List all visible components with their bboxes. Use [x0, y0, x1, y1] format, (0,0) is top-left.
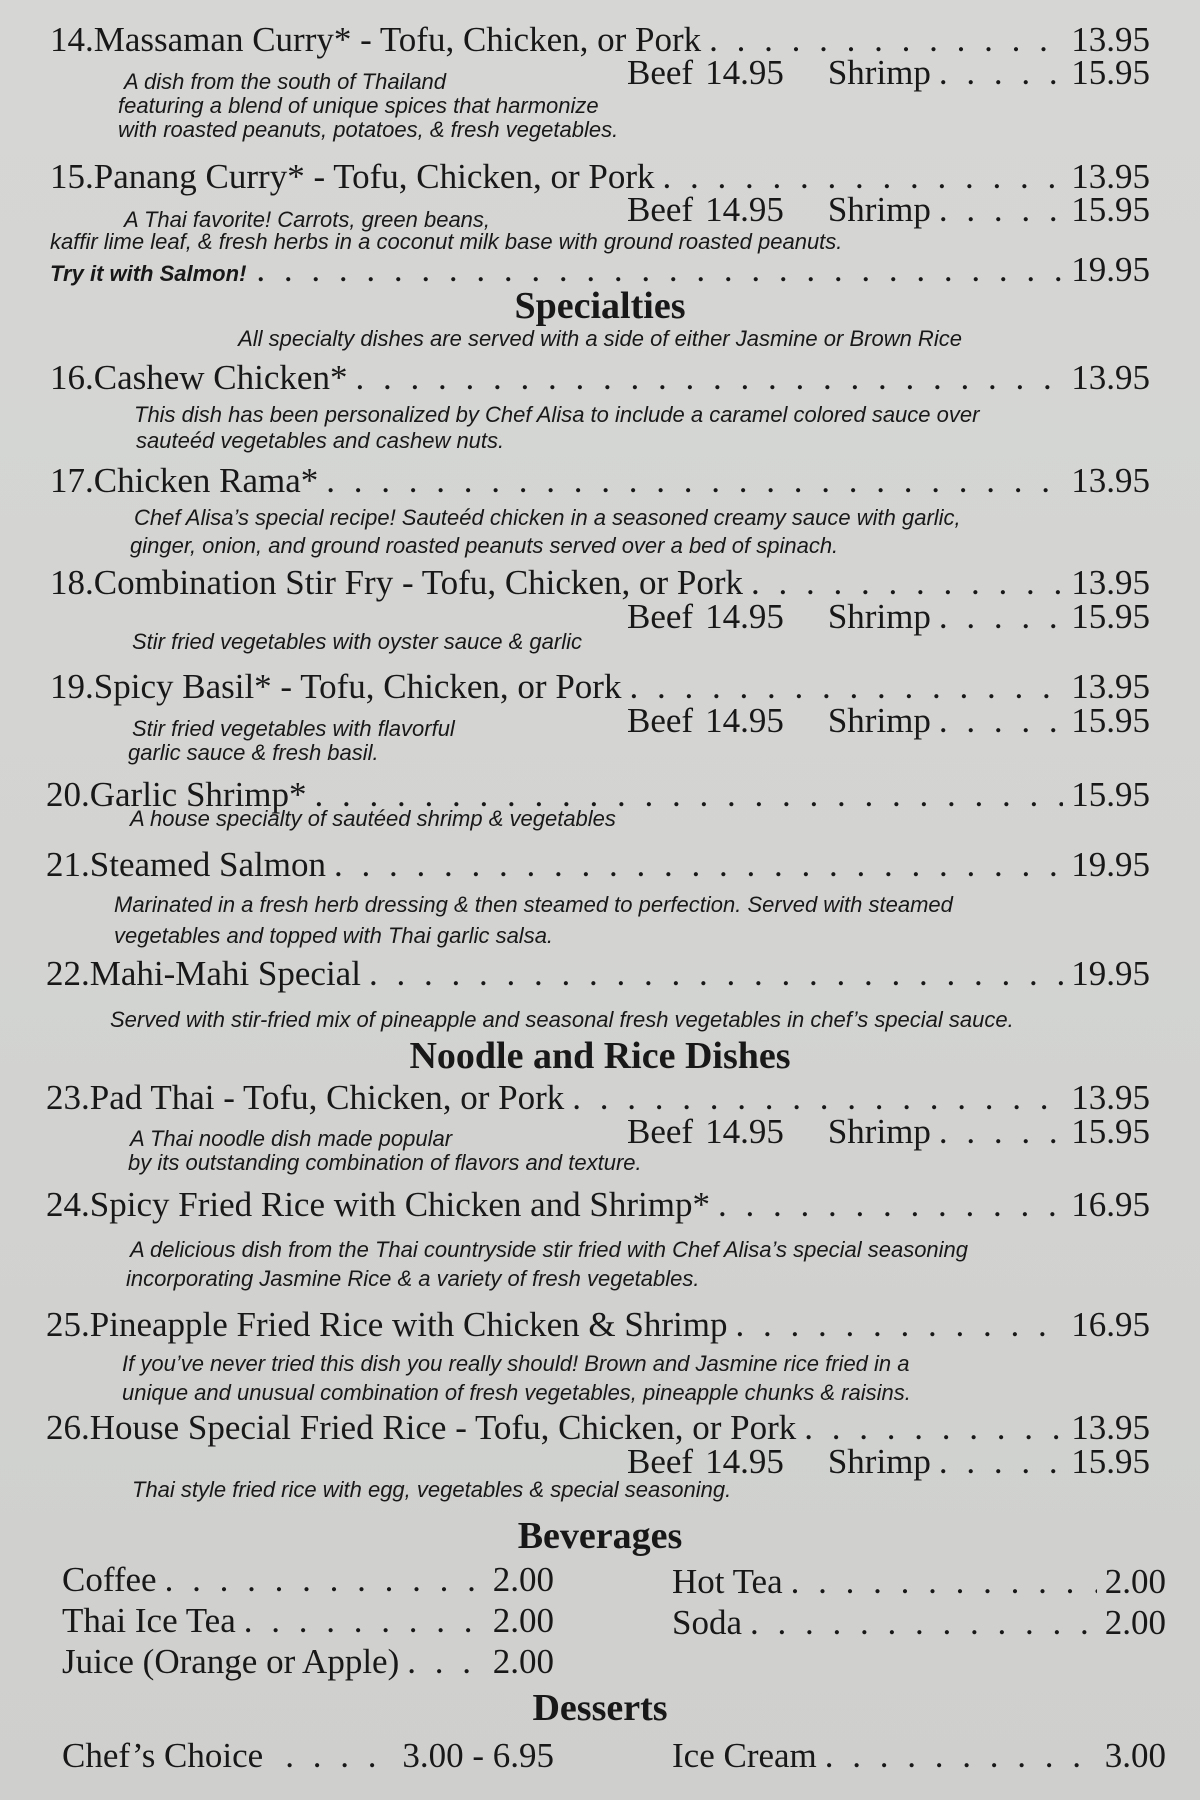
beverage-name: Thai Ice Tea [62, 1601, 236, 1640]
shrimp-label: Shrimp [827, 1112, 931, 1151]
menu-item-18-variants [627, 597, 1150, 637]
item-name: Spicy Fried Rice with Chicken and Shrimp* [89, 1185, 710, 1224]
item-description: vegetables and topped with Thai garlic salsa. [114, 923, 554, 948]
leader-dots [750, 1603, 1097, 1643]
item-description: ginger, onion, and ground roasted peanuts served over a bed of spinach. [130, 533, 839, 558]
item-description: Marinated in a fresh herb dressing & then steamed to perfection. Served with steamed [114, 892, 953, 917]
shrimp-price: 15.95 [1071, 701, 1150, 740]
section-title-specialties: Specialties [514, 285, 686, 327]
menu-item-14-variants [627, 53, 1150, 93]
item-name: Chicken Rama* [93, 461, 319, 500]
item-name: Spicy Basil* - Tofu, Chicken, or Pork [93, 667, 622, 706]
item-number: 18. [50, 563, 94, 602]
item-number: 21. [46, 845, 90, 884]
item-name: Steamed Salmon [89, 845, 326, 884]
beef-label: Beef [627, 701, 694, 740]
beverage-hot-tea [672, 1562, 1166, 1602]
leader-dots [718, 1185, 1063, 1225]
dessert-chefs-choice [62, 1736, 554, 1776]
salmon-option-label: Try it with Salmon! [50, 261, 247, 286]
menu-item-23-variants [627, 1112, 1150, 1152]
shrimp-label: Shrimp [827, 190, 931, 229]
beverage-juice [62, 1642, 554, 1682]
beef-label: Beef [627, 190, 694, 229]
beverage-price: 2.00 [492, 1642, 554, 1681]
item-price: 15.95 [1071, 775, 1150, 814]
item-description: featuring a blend of unique spices that harmonize [118, 93, 599, 118]
shrimp-price: 15.95 [1071, 53, 1150, 92]
item-price: 19.95 [1071, 845, 1150, 884]
leader-dots [285, 1736, 388, 1776]
dessert-price: 3.00 - 6.95 [402, 1736, 554, 1775]
item-description: A house specialty of sautéed shrimp & vegetables [130, 806, 616, 831]
item-description: Served with stir-fried mix of pineapple and seasonal fresh vegetables in chef’s special sauce. [110, 1007, 1014, 1032]
item-description: A Thai noodle dish made popular [130, 1126, 453, 1151]
dessert-ice-cream [672, 1736, 1166, 1776]
shrimp-label: Shrimp [827, 1442, 931, 1481]
section-title-noodle-rice: Noodle and Rice Dishes [409, 1035, 791, 1077]
beverage-price: 2.00 [1104, 1603, 1166, 1642]
item-number: 24. [46, 1185, 90, 1224]
leader-dots [939, 1112, 1063, 1152]
item-price: 13.95 [1071, 563, 1150, 602]
item-description: unique and unusual combination of fresh vegetables, pineapple chunks & raisins. [122, 1380, 911, 1405]
beef-price: 14.95 [705, 1112, 784, 1151]
menu-item-22 [46, 954, 1150, 994]
beverage-name: Juice (Orange or Apple) [62, 1642, 400, 1681]
menu-item-21 [46, 845, 1150, 885]
menu-item-15-variants [627, 190, 1150, 230]
salmon-option-price: 19.95 [1071, 250, 1150, 289]
item-price: 13.95 [1071, 358, 1150, 397]
dessert-name: Ice Cream [672, 1736, 817, 1775]
beverage-name: Soda [672, 1603, 742, 1642]
shrimp-price: 15.95 [1071, 597, 1150, 636]
item-price: 13.95 [1071, 20, 1150, 59]
leader-dots [407, 1642, 485, 1682]
menu-item-19-variants [627, 701, 1150, 741]
item-description: by its outstanding combination of flavors and texture. [128, 1150, 642, 1175]
leader-dots [939, 53, 1063, 93]
item-price: 19.95 [1071, 954, 1150, 993]
item-number: 25. [46, 1305, 90, 1344]
beef-price: 14.95 [705, 597, 784, 636]
item-price: 16.95 [1071, 1185, 1150, 1224]
item-name: House Special Fried Rice - Tofu, Chicken, or Pork [89, 1408, 797, 1447]
item-number: 14. [50, 20, 94, 59]
shrimp-price: 15.95 [1071, 1442, 1150, 1481]
item-number: 26. [46, 1408, 90, 1447]
leader-dots [355, 358, 1063, 398]
item-number: 19. [50, 667, 94, 706]
menu-item-24 [46, 1185, 1150, 1225]
leader-dots [939, 190, 1063, 230]
item-name: Panang Curry* - Tofu, Chicken, or Pork [93, 157, 655, 196]
dessert-name: Chef’s Choice [62, 1736, 264, 1775]
leader-dots [735, 1305, 1063, 1345]
item-price: 13.95 [1071, 1078, 1150, 1117]
beef-price: 14.95 [705, 53, 784, 92]
item-description: Thai style fried rice with egg, vegetables & special seasoning. [132, 1477, 732, 1502]
item-number: 16. [50, 358, 94, 397]
section-title-desserts: Desserts [532, 1687, 668, 1729]
leader-dots [939, 1442, 1063, 1482]
beverage-name: Coffee [62, 1560, 157, 1599]
item-name: Massaman Curry* - Tofu, Chicken, or Pork [93, 20, 702, 59]
beef-label: Beef [627, 1442, 694, 1481]
leader-dots [939, 597, 1063, 637]
leader-dots [939, 701, 1063, 741]
item-description: kaffir lime leaf, & fresh herbs in a coconut milk base with ground roasted peanuts. [50, 229, 843, 254]
leader-dots [244, 1601, 485, 1641]
item-description: Chef Alisa’s special recipe! Sauteéd chicken in a seasoned creamy sauce with garlic, [134, 505, 961, 530]
item-price: 13.95 [1071, 461, 1150, 500]
leader-dots [791, 1562, 1097, 1602]
leader-dots [825, 1736, 1097, 1776]
beverage-thai-ice-tea [62, 1601, 554, 1641]
item-number: 17. [50, 461, 94, 500]
beef-price: 14.95 [705, 190, 784, 229]
item-description: incorporating Jasmine Rice & a variety of fresh vegetables. [126, 1266, 700, 1291]
beverage-price: 2.00 [492, 1601, 554, 1640]
shrimp-label: Shrimp [827, 53, 931, 92]
section-subtitle-specialties: All specialty dishes are served with a side of either Jasmine or Brown Rice [238, 326, 962, 351]
leader-dots [165, 1560, 485, 1600]
shrimp-price: 15.95 [1071, 190, 1150, 229]
shrimp-price: 15.95 [1071, 1112, 1150, 1151]
leader-dots [334, 845, 1063, 885]
item-description: garlic sauce & fresh basil. [128, 740, 379, 765]
beef-label: Beef [627, 597, 694, 636]
menu-item-17 [50, 461, 1150, 501]
beverage-soda [672, 1603, 1166, 1643]
item-description: Stir fried vegetables with flavorful [132, 716, 455, 741]
item-name: Cashew Chicken* [93, 358, 348, 397]
item-name: Pad Thai - Tofu, Chicken, or Pork [89, 1078, 565, 1117]
leader-dots [326, 461, 1063, 501]
beverage-name: Hot Tea [672, 1562, 783, 1601]
item-number: 22. [46, 954, 90, 993]
item-number: 15. [50, 157, 94, 196]
item-description: Stir fried vegetables with oyster sauce & garlic [132, 629, 582, 654]
beef-price: 14.95 [705, 701, 784, 740]
beverage-price: 2.00 [1104, 1562, 1166, 1601]
item-description: This dish has been personalized by Chef Alisa to include a caramel colored sauce over [134, 402, 980, 427]
item-description: sauteéd vegetables and cashew nuts. [136, 428, 505, 453]
beverage-coffee [62, 1560, 554, 1600]
item-price: 13.95 [1071, 1408, 1150, 1447]
item-name: Mahi-Mahi Special [89, 954, 361, 993]
item-name: Combination Stir Fry - Tofu, Chicken, or Pork [93, 563, 743, 602]
item-number: 23. [46, 1078, 90, 1117]
item-description: A delicious dish from the Thai countryside stir fried with Chef Alisa’s special seasoning [130, 1237, 969, 1262]
leader-dots [369, 954, 1063, 994]
item-price: 13.95 [1071, 157, 1150, 196]
item-name: Pineapple Fried Rice with Chicken & Shrimp [89, 1305, 728, 1344]
menu-item-16 [50, 358, 1150, 398]
item-price: 13.95 [1071, 667, 1150, 706]
beef-price: 14.95 [705, 1442, 784, 1481]
item-name: Garlic Shrimp* [89, 775, 307, 814]
beef-label: Beef [627, 53, 694, 92]
beverage-price: 2.00 [492, 1560, 554, 1599]
dessert-price: 3.00 [1104, 1736, 1166, 1775]
beef-label: Beef [627, 1112, 694, 1151]
item-description: A Thai favorite! Carrots, green beans, [124, 207, 491, 232]
item-price: 16.95 [1071, 1305, 1150, 1344]
shrimp-label: Shrimp [827, 597, 931, 636]
item-description: with roasted peanuts, potatoes, & fresh vegetables. [118, 117, 619, 142]
item-description: If you’ve never tried this dish you really should! Brown and Jasmine rice fried in a [122, 1351, 910, 1376]
item-number: 20. [46, 775, 90, 814]
shrimp-label: Shrimp [827, 701, 931, 740]
item-description: A dish from the south of Thailand [124, 69, 447, 94]
menu-item-25 [46, 1305, 1150, 1345]
section-title-beverages: Beverages [517, 1515, 683, 1557]
